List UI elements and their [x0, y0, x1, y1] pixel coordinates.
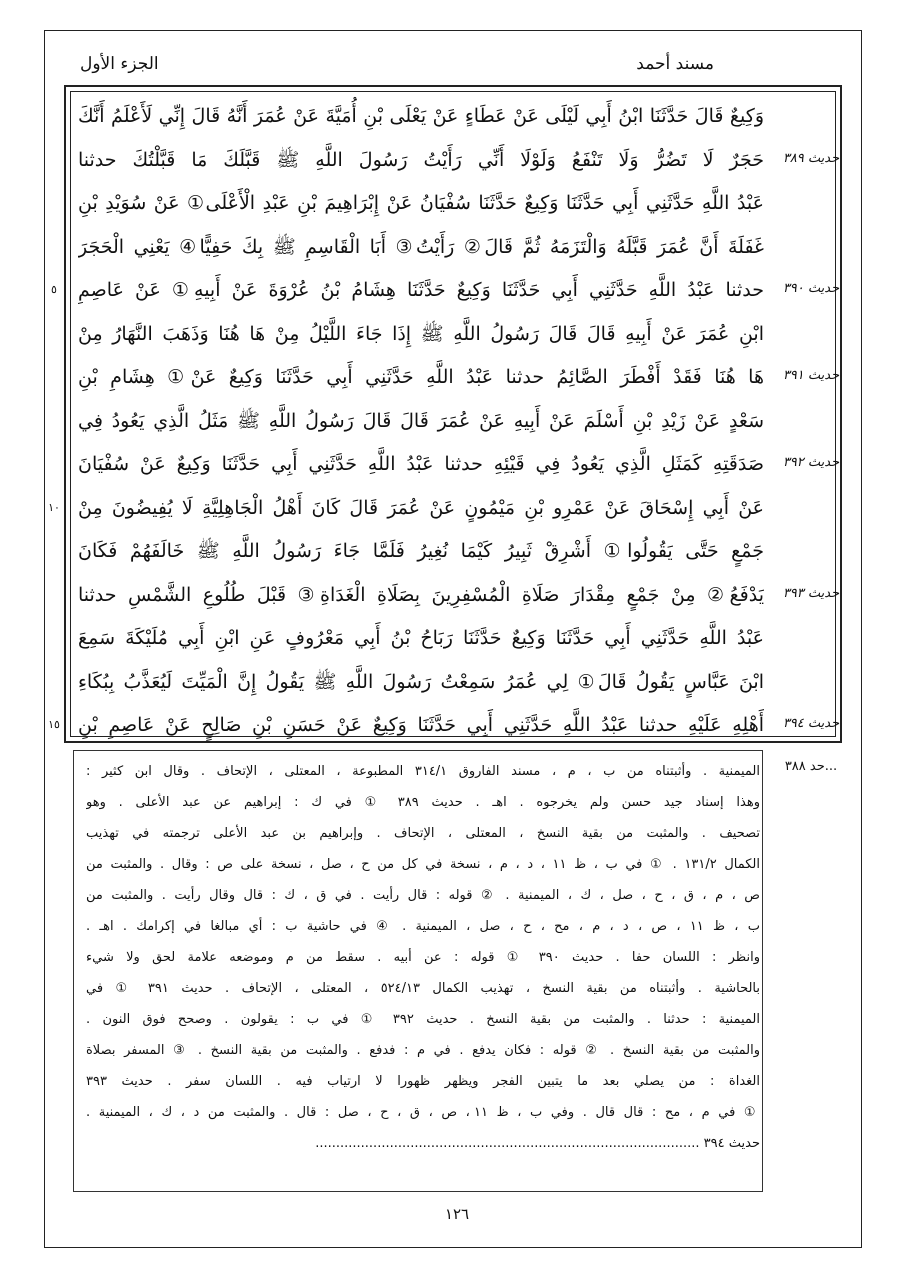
footnote-line: بالحاشية . وأثبتناه من بقية النسخ ، تهذيب الكمال ٥٢٤/١٣ ، المعتلى ، الإتحاف . حديث ٣٩١ ① في — [86, 981, 760, 996]
footnote-line: ① في م ، مح : قال قال . وفي ب ، ظ ١١ ، ص ، ق ، ح ، صل : قال . والمثبت من د ، ك ، الميمنية . — [86, 1105, 760, 1120]
line-number-marker: ١٥ — [48, 718, 60, 731]
text-line: غَفَلَةَ أَنَّ عُمَرَ قَبَّلَهُ وَالْتَزَمَهُ ثُمَّ قَالَ② رَأَيْتُ③ أَبَا الْقَاسِمِ ﷺ بِكَ حَفِيًّا④ يَعْنِي الْحَجَرَ — [78, 235, 764, 258]
footnote-line: والمثبت من بقية النسخ . ② قوله : فكان يدفع . في م : فدفع . والمثبت من بقية النسخ . ③ المسفر بصلاة — [86, 1043, 760, 1058]
footnote-line: ب ، ظ ١١ ، ص ، د ، م ، مح ، ح ، صل ، الميمنية . ④ في حاشية ب : أي مبالغا في إكرامك . اهـ . — [86, 919, 760, 934]
footnote-line: وهذا إسناد جيد حسن ولم يخرجوه . اهـ . حديث ٣٨٩ ① في ك : إبراهيم عن عبد الأعلى . وهو — [86, 795, 760, 810]
text-line: سَعْدٍ عَنْ زَيْدِ بْنِ أَسْلَمَ عَنْ أَبِيهِ عَنْ عُمَرَ قَالَ قَالَ رَسُولُ اللَّهِ ﷺ مَثَلُ الَّذِي يَعُودُ فِي — [78, 409, 764, 432]
page-number: ١٢٦ — [444, 1205, 470, 1223]
text-line: عَبْدُ اللَّهِ حَدَّثَنِي أَبِي حَدَّثَنَا وَكِيعٌ حَدَّثَنَا رَبَاحُ بْنُ أَبِي مَعْرُوفٍ عَنِ ابْنِ أَبِي مُلَيْكَةَ سَمِعَ — [78, 627, 764, 649]
volume-label: الجزء الأول — [80, 54, 159, 74]
footnote-line: الغداة : من يصلي بعد ما يتبين الفجر ويظهر ظهورا لا ارتياب فيه . اللسان سفر . حديث ٣٩٣ — [86, 1074, 760, 1089]
line-number-marker: ٥ — [51, 283, 57, 296]
text-line: ابْنِ عُمَرَ عَنْ أَبِيهِ قَالَ قَالَ رَسُولُ اللَّهِ ﷺ إِذَا جَاءَ اللَّيْلُ مِنْ هَا هُنَا وَذَهَبَ النَّهَارُ مِنْ — [78, 322, 764, 345]
footnote-line: ص ، م ، ق ، ح ، صل ، ك ، الميمنية . ② قوله : قال رأيت . في ق ، ك : قال وقال رأيت . والمثبت من — [86, 888, 760, 903]
hadith-number-marker: حديث ٣٩٠ — [782, 281, 840, 296]
text-line: ابْنَ عَبَّاسٍ يَقُولُ قَالَ① لِي عُمَرُ سَمِعْتُ رَسُولَ اللَّهِ ﷺ يَقُولُ إِنَّ الْمَيِّتَ لَيُعَذَّبُ بِبُكَاءِ — [78, 670, 764, 693]
text-line: عَبْدُ اللَّهِ حَدَّثَنِي أَبِي حَدَّثَنَا وَكِيعٌ حَدَّثَنَا سُفْيَانُ عَنْ إِبْرَاهِيمَ بْنِ عَبْدِ الْأَعْلَى① عَنْ سُوَيْدِ بْنِ — [78, 192, 764, 214]
text-line: جَمْعٍ حَتَّى يَقُولُوا① أَشْرِقْ ثَبِيرُ كَيْمَا نُغِيرُ فَلَمَّا جَاءَ رَسُولُ اللَّهِ ﷺ خَالَفَهُمْ فَكَانَ — [78, 540, 764, 562]
line-number-marker: ١٠ — [48, 500, 60, 514]
text-line: صَدَقَتِهِ كَمَثَلِ الَّذِي يَعُودُ فِي قَيْئِهِ حدثنا عَبْدُ اللَّهِ حَدَّثَنِي أَبِي حَدَّثَنَا وَكِيعٌ عَنْ سُفْيَانَ — [78, 453, 764, 475]
hadith-number-marker: حديث ٣٩٤ — [782, 716, 840, 731]
text-line: حَجَرٌ لَا تَضُرُّ وَلَا تَنْفَعُ وَلَوْلَا أَنِّي رَأَيْتُ رَسُولَ اللَّهِ ﷺ قَبَّلَكَ مَا قَبَّلْتُكَ حدثنا — [78, 148, 764, 171]
text-line: أَهْلِهِ عَلَيْهِ حدثنا عَبْدُ اللَّهِ حَدَّثَنِي أَبِي حَدَّثَنَا وَكِيعٌ عَنْ حَسَنِ بْنِ صَالِحٍ عَنْ عَاصِمِ بْنِ — [78, 714, 764, 736]
book-title: مسند أحمد — [636, 54, 714, 74]
footnote-line: الكمال ١٣١/٢ . ① في ب ، ظ ١١ ، د ، م ، نسخة في كل من ح ، صل ، نسخة على ص : وقال . والمثبت من — [86, 857, 760, 872]
text-line: حدثنا عَبْدُ اللَّهِ حَدَّثَنِي أَبِي حَدَّثَنَا وَكِيعٌ حَدَّثَنَا هِشَامُ بْنُ عُرْوَةَ عَنْ أَبِيهِ① عَنْ عَاصِمِ — [78, 279, 764, 301]
hadith-number-marker: حديث ٣٩١ — [782, 368, 840, 383]
hadith-number-marker: حديث ٣٩٢ — [782, 455, 840, 470]
footnote-line: الميمنية : حدثنا . والمثبت من بقية النسخ . حديث ٣٩٢ ① في ب : يقولون . وصحح فوق النون . — [86, 1012, 760, 1027]
footnotes-continuation-marker: ...حد ٣٨٨ — [784, 759, 838, 774]
text-line: يَدْفَعُ② مِنْ جَمْعٍ مِقْدَارَ صَلَاةِ الْمُسْفِرِينَ بِصَلَاةِ الْغَدَاةِ③ قَبْلَ طُلُوعِ الشَّمْسِ حدثنا — [78, 583, 764, 606]
text-line: وَكِيعٌ قَالَ حَدَّثَنَا ابْنُ أَبِي لَيْلَى عَنْ عَطَاءٍ عَنْ يَعْلَى بْنِ أُمَيَّةَ عَنْ عُمَرَ أَنَّهُ قَالَ إِنِّي لَأَعْلَمُ أَنَّكَ — [78, 105, 764, 127]
hadith-number-marker: حديث ٣٩٣ — [782, 585, 840, 601]
footnote-line: حديث ٣٩٤ ............................................................................................. — [315, 1136, 760, 1151]
footnote-line: الميمنية . وأثبتناه من ب ، م ، مسند الفاروق ٣١٤/١ المطبوعة ، المعتلى ، الإتحاف . وقال ابن كثير : — [86, 764, 760, 779]
text-line: هَا هُنَا فَقَدْ أَفْطَرَ الصَّائِمُ حدثنا عَبْدُ اللَّهِ حَدَّثَنِي أَبِي حَدَّثَنَا وَكِيعٌ عَنْ① هِشَامِ بْنِ — [78, 366, 764, 388]
hadith-number-marker: حديث ٣٨٩ — [782, 150, 840, 166]
text-line: عَنْ أَبِي إِسْحَاقَ عَنْ عَمْرِو بْنِ مَيْمُونٍ عَنْ عُمَرَ قَالَ كَانَ أَهْلُ الْجَاهِلِيَّةِ لَا يُفِيضُونَ مِنْ — [78, 496, 764, 519]
footnote-line: تصحيف . والمثبت من بقية النسخ ، المعتلى ، الإتحاف . وإبراهيم بن عبد الأعلى ترجمته في تهذيب — [86, 826, 760, 841]
footnote-line: وانظر : اللسان حفا . حديث ٣٩٠ ① قوله : عن أبيه . سقط من م وموضعه علامة لحق ولا شيء — [86, 950, 760, 965]
